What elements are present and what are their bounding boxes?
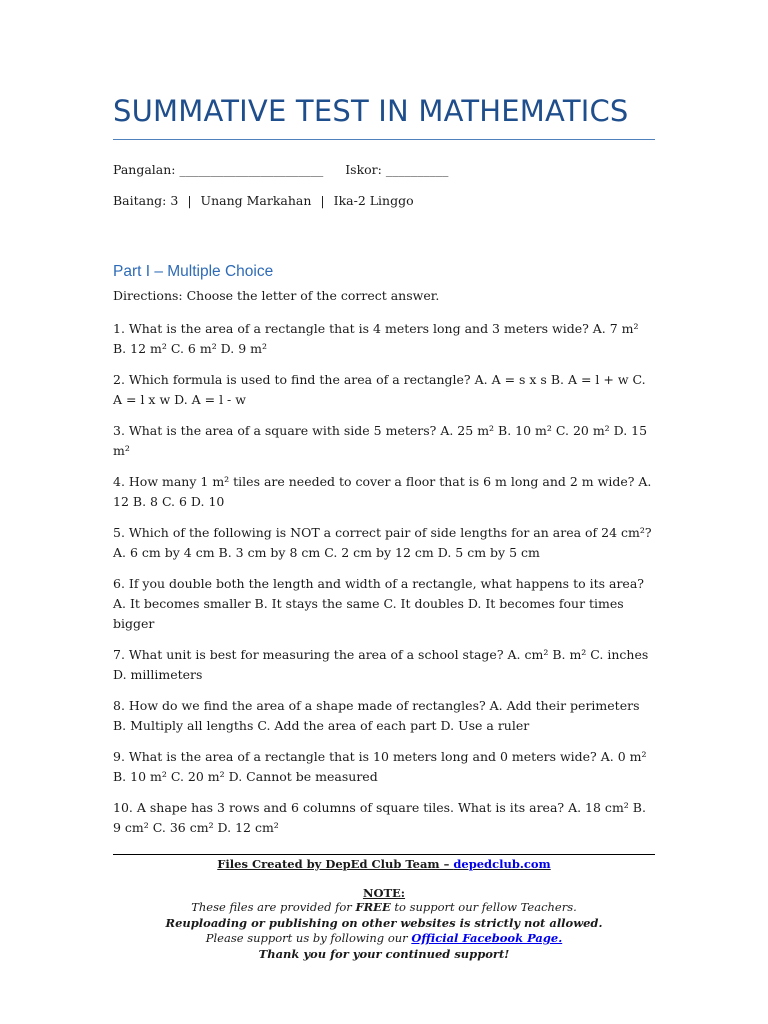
notice-line-2	[113, 916, 655, 932]
credit-line	[113, 857, 655, 871]
question-3: 3. What is the area of a square with side 5 meters? A. 25 m² B. 10 m² C. 20 m² D. 15 m²	[113, 423, 648, 458]
question-7: 7. What unit is best for measuring the area of a school stage? A. cm² B. m² C. inches D. millimeters	[113, 647, 649, 682]
question-2: 2. Which formula is used to find the area of a rectangle? A. A = s x s B. A = l + w C. A = l x w D. A = l - w	[113, 372, 646, 407]
separator: |	[320, 193, 325, 208]
question-1: 1. What is the area of a rectangle that is 4 meters long and 3 meters wide? A. 7 m² B. 12 m² C. 6 m² D. 9 m²	[113, 321, 639, 356]
question-6: 6. If you double both the length and width of a rectangle, what happens to its area? A. It becomes smaller B. It stays the same C. It doubles D. It becomes four times bigger	[113, 576, 644, 631]
question-8: 8. How do we find the area of a shape made of rectangles? A. Add their perimeters B. Multiply all lengths C. Add the area of each part D. Use a ruler	[113, 698, 640, 733]
notice-line-3	[113, 931, 655, 947]
week: Ika-2 Linggo	[333, 193, 414, 208]
title-underline	[113, 139, 655, 140]
section-heading: Part I – Multiple Choice	[113, 263, 274, 280]
warning-text: Reuploading or publishing on other websites is strictly not allowed.	[165, 915, 603, 930]
question-list	[113, 319, 655, 849]
student-info-line	[113, 162, 448, 177]
question-10: 10. A shape has 3 rows and 6 columns of square tiles. What is its area? A. 18 cm² B. 9 cm² C. 36 cm² D. 12 cm²	[113, 800, 646, 835]
name-field: Pangalan: _______________________	[113, 162, 324, 177]
credit-text: Files Created by DepEd Club Team –	[217, 857, 454, 871]
question-9: 9. What is the area of a rectangle that is 10 meters long and 0 meters wide? A. 0 m² B. 10 m² C. 20 m² D. Cannot be measured	[113, 749, 647, 784]
score-field: Iskor: __________	[345, 162, 449, 177]
notice-text: These files are provided for	[191, 900, 356, 914]
grade-level: Baitang: 3	[113, 193, 179, 208]
question-5: 5. Which of the following is NOT a correct pair of side lengths for an area of 24 cm²? A. 6 cm by 4 cm B. 3 cm by 8 cm C. 2 cm by 12 cm D. 5 cm by 5 cm	[113, 525, 652, 560]
footer	[113, 854, 655, 962]
notice-text: Please support us by following our	[205, 931, 412, 945]
free-emphasis: FREE	[355, 900, 391, 914]
notice-line-1	[113, 900, 655, 916]
website-link[interactable]: depedclub.com	[453, 857, 551, 871]
notice-line-4	[113, 947, 655, 963]
directions: Directions: Choose the letter of the correct answer.	[113, 288, 440, 303]
separator: |	[187, 193, 192, 208]
facebook-link[interactable]: Official Facebook Page.	[411, 931, 563, 945]
notice-text: to support our fellow Teachers.	[390, 900, 577, 914]
class-info-line	[113, 193, 414, 208]
question-4: 4. How many 1 m² tiles are needed to cover a floor that is 6 m long and 2 m wide? A. 12 B. 8 C. 6 D. 10	[113, 474, 652, 509]
thanks-text: Thank you for your continued support!	[258, 946, 510, 961]
quarter: Unang Markahan	[200, 193, 312, 208]
footer-rule	[113, 854, 655, 855]
note-label: NOTE:	[362, 886, 406, 900]
document-title: SUMMATIVE TEST IN MATHEMATICS	[113, 94, 629, 128]
